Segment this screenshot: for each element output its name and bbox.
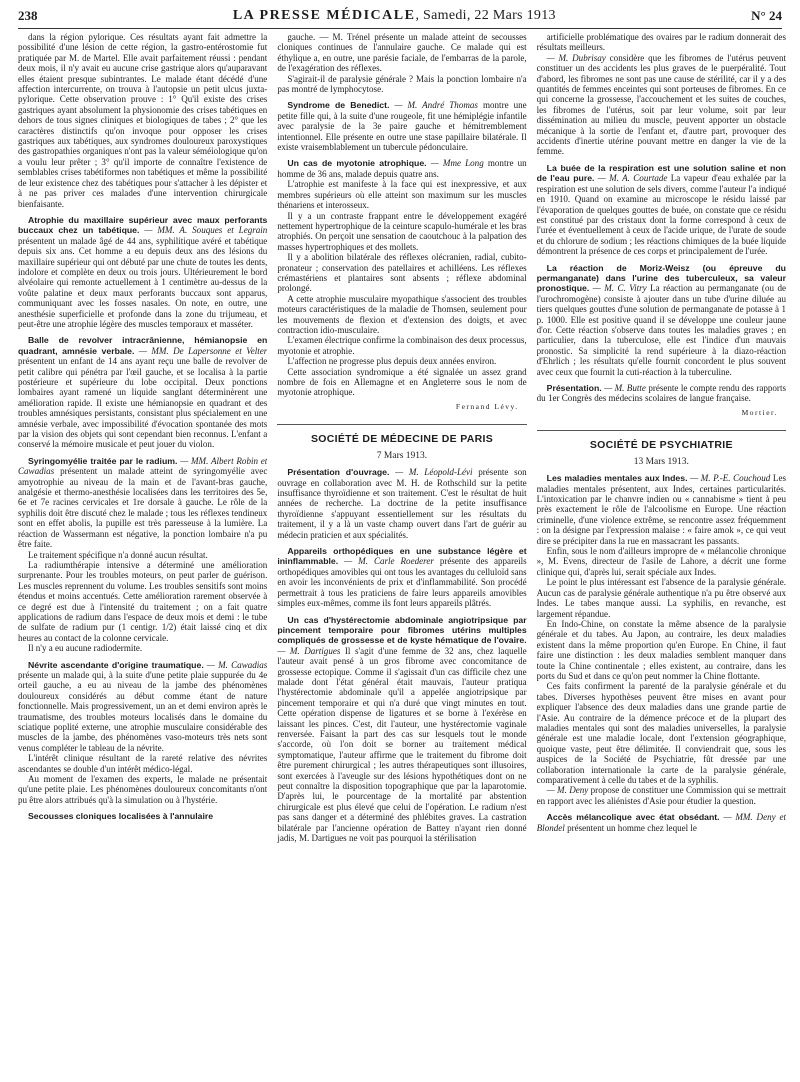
article-buee: [537, 163, 786, 257]
society-header: [277, 424, 526, 461]
session-date: 7 Mars 1913.: [376, 451, 428, 462]
journal-name: LA PRESSE MÉDICALE: [232, 8, 416, 23]
article-text: propose de constituer une Commission qui se mettrait en rapport avec les aliénistes d'Asie pour étudier la question.: [536, 785, 786, 806]
paragraph: [277, 546, 526, 608]
article-text: présentent un enfant de 14 ans ayant reçu une balle de revolver de petit calibre qui pénétra par l'œil gauche, et se localisa à la partie postérieure et supérieure du lobe occipital. Deux ponctions lombaires ayant ramené un liquide sanglant déterminèrent une amélioration rapide. Il existe une hémianopsie en quadrant et des troubles amnésiques persistants, consistant plus spécialement en une amnésie verbale, avec impossibilité d'évocation spontanée des mots par la vision des objets qui sont cependant bien reconnus. L'enfant a conservé la mémoire musicale et peut jouer du violon.: [18, 356, 268, 450]
article-authors: — M. Dartigues: [277, 645, 341, 656]
society-name: SOCIÉTÉ DE PSYCHIATRIE: [589, 439, 733, 452]
paragraph: [537, 812, 786, 833]
paragraph: La radiumthérapie intensive a déterminé une amélioration surprenante. Pour les troubles moteurs, on peut parler de guérison. Les muscles reprennent du volume. Les troubles sensitifs sont moins étendus et moins accentués. Cette amélioration rarement observée à ce degré est due à l'intensité du traitement ; on a fait quatre applications de radium dans l'espace de deux mois et demi : le tube de sulfate de radium pur (1 centigr. 1/2) était laissé cinq et dix heures au contact de la colonne cervicale.: [18, 559, 268, 643]
article-authors: — M. C. Vitry: [592, 283, 647, 294]
running-header: [18, 4, 782, 29]
article-text: La vapeur d'eau exhalée par la respiration est une solution de sels divers, comme l'auteur l'a indiqué en 1910. Quand on examine au microscope le résidu laissé par l'évaporation de quelques gouttes de buée, on constate que ce résidu est constitué par des cristaux dont la forme correspond à ceux de l'urée et éventuellement à ceux de l'acide urique, de l'urate de soude et du chlorure de sodium ; les réactions chimiques de la buée liquide démontrent la présence de ces corps et principalement de l'urée.: [536, 173, 786, 257]
article-moriz-weisz: [537, 263, 786, 377]
issue-number: N° 24: [751, 8, 782, 23]
article-authors: — M. Deny: [546, 785, 589, 796]
article-authors: — M. Dubrisay: [546, 52, 606, 63]
paragraph: [18, 456, 267, 550]
paragraph: L'affection ne progresse plus depuis deux années environ.: [287, 356, 497, 367]
paragraph: A cette atrophie musculaire myopathique s'associent des troubles moteurs caractéristiques de la maladie de Thomsen, seulement pour les mouvements de flexion et d'extension des doigts, et avec contraction idio-musculaire.: [277, 293, 527, 335]
paragraph: En Indo-Chine, on constate la même absence de la paralysie générale et du tabes. Au Japon, au contraire, les deux maladies existent dans la même proportion qu'en Europe. En Chine, il faut faire une distinction : les deux maladies semblent manquer dans toute la Chine continentale ; elles existent, au contraire, dans les ports du Sud et dans ce qu'on peut nommer la Chine flottante.: [536, 618, 786, 681]
paragraph: Enfin, sous le nom d'ailleurs impropre de « mélancolie chronique », M. Evens, directeur de l'asile de Lahore, a décrit une forme clinique qui, d'après lui, serait spéciale aux Indes.: [536, 546, 786, 577]
session-date: 13 Mars 1913.: [633, 457, 689, 468]
paragraph: Il n'y a eu aucune radiodermite.: [28, 643, 143, 654]
paragraph: Le traitement spécifique n'a donné aucun résultat.: [28, 549, 208, 560]
article-authors: — MM. Albert Robin et Cawadias: [18, 455, 268, 477]
paragraph: [18, 660, 267, 754]
issue-date: , Samedi, 22 Mars 1913: [415, 8, 556, 23]
article-appareils: [277, 546, 526, 608]
paragraph: [277, 100, 526, 152]
paragraph: dans la région pylorique. Ces résultats ayant fait admettre la possibilité d'une lésion de cette région, la gastro-entérostomie fut pratiquée par M. de Martel. Elle avait parfaitement réussi : pendant deux mois, il n'y avait eu aucune crise gastrique alors qu'auparavant elles étaient presque subintrantes. Le malade étant décédé d'une affection intercurrente, on trouva à l'autopsie un petit ulcus juxta-pylorique. Cette observation prouve : 1° Qu'il existe des crises gastriques ayant absolument la physionomie des crises tabétiques en dehors de tous signes cliniques et biologiques de tabes ; 2° que les caractères distinctifs qu'on invoque pour opposer les crises gastriques aux tabétiques, aux syndromes douloureux paroxystiques des gastropathies organiques n'ont pas la valeur séméiologique qu'on a voulu leur prêter ; 3° qu'il importe de connaître l'existence de semblables crises tabétiformes non tabétiques et même la possibilité de leur existence chez des tabétiques pour s'attacher à les dépister et à ne pas priver ces malades d'une intervention chirurgicale bienfaisante.: [18, 32, 268, 209]
paragraph: [537, 263, 786, 377]
article-text: présentent un malade atteint de syringomyélie avec amyotrophie au niveau de la main et de l'avant-bras gauche, analgésie et thermo-anesthésie localisées dans les territoires des 5e, 6e et 7e racines cervicales et 1re dorsale à gauche. Le rôle de la syphilis doit être discuté chez le malade ; tous les réflexes tendineux sont en effet abolis, la pupille est très paresseuse à la lumière. La réaction de Wassermann est négative, la ponction lombaire n'a pu être faite.: [18, 466, 268, 550]
column-left: [18, 32, 267, 1078]
paragraph: [537, 163, 786, 257]
article-text: présente des appareils orthopédiques amovibles qui ont tous les avantages du celluloïd sans en avoir les inconvénients de prix et d'inflammabilité. Son procédé permettrait à tous les praticiens de faire leurs appareils amovibles simples eux-mêmes, comme ils font leurs appareils plâtrés.: [277, 556, 527, 609]
article-melancolique: [537, 812, 786, 833]
paragraph: [18, 215, 267, 329]
signature: Mortier.: [741, 407, 778, 417]
article-nevrite: [18, 660, 267, 806]
article-secousses: [18, 811, 267, 821]
paragraph: Il y a un contraste frappant entre le développement exagéré nettement hypertrophique de la ceinture scapulo-humérale et les bras atrophiés. On perçoit une sensation de caoutchouc à la palpation des masses hypertrophiques et des mollets.: [277, 210, 527, 252]
article-heading: La réaction de Moriz-Weisz (ou épreuve du permanganate) dans l'urine des tuberculeux, sa valeur pronostique.: [536, 262, 786, 294]
paragraph: [277, 615, 526, 844]
article-text: présente le compte rendu des rapports du 1er Congrès des médecins scolaires de langue française.: [536, 383, 786, 404]
article-continuation: [277, 32, 526, 94]
paragraph: [277, 158, 526, 179]
paragraph: S'agirait-il de paralysie générale ? Mais la ponction lombaire n'a pas montré de lymphocytose.: [277, 73, 527, 95]
paragraph: [537, 785, 786, 806]
paragraph: L'intérêt clinique résultant de la rareté relative des névrites ascendantes se double d'un intérêt médico-légal.: [18, 753, 268, 774]
article-heading: Syndrome de Benedict.: [287, 100, 390, 111]
article-maxillaire: [18, 215, 267, 329]
article-text: montre un homme de 36 ans, malade depuis quatre ans.: [277, 158, 527, 179]
signature: Fernand Lévy.: [455, 401, 519, 411]
paragraph: gauche. — M. Trénel présente un malade atteint de secousses cloniques continues de l'annulaire gauche. Ce malade qui est éthylique a, en outre, une parésie faciale, de l'embarras de la parole, de l'exagération des réflexes.: [277, 32, 527, 74]
article-myotonie: [277, 158, 526, 412]
society-name: SOCIÉTÉ DE MÉDECINE DE PARIS: [310, 433, 494, 446]
article-authors: — MM. A. Souques et Legrain: [144, 225, 268, 236]
article-heading: Un cas de myotonie atrophique.: [287, 158, 427, 169]
paragraph: L'atrophie est manifeste à la face qui est inexpressive, et aux membres supérieurs où elle atteint son maximum sur les muscles thénariens et interosseux.: [277, 179, 527, 211]
paragraph: Au moment de l'examen des experts, le malade ne présentait qu'une petite plaie. Les phénomènes douloureux concomitants n'ont pu être alors attribués qu'à la simulation ou à l'hystérie.: [18, 774, 268, 805]
article-authors: — MM. Deny et Blondel: [536, 812, 786, 833]
article-authors: — M. P.-E. Couchoud: [690, 473, 771, 484]
article-authors: — MM. De Lapersonne et Velter: [138, 345, 268, 356]
paragraph: Le point le plus intéressant est l'absence de la paralysie générale. Aucun cas de paralysie générale authentique n'a pu être observé aux Indes. Le tabes manque aussi. La syphilis, en revanche, est largement répandue.: [536, 577, 786, 619]
article-heading: Présentation d'ouvrage.: [287, 467, 390, 478]
paragraph: [18, 335, 267, 449]
journal-masthead: [233, 8, 556, 24]
article-text: montre une petite fille qui, à la suite d'une rougeole, fit une hémiplégie infantile avec paralysie de la 3e paire gauche et hémitremblement intentionnel. Elle présente en outre une stase papillaire bilatérale. Il existe vraisemblablement un tubercule pédonculaire.: [277, 100, 527, 153]
article-heading: Atrophie du maxillaire supérieur avec maux perforants buccaux chez un tabétique.: [18, 214, 268, 236]
article-heading: Accès mélancolique avec état obsédant.: [546, 812, 720, 823]
article-columns: [18, 32, 786, 1078]
article-heading: La buée de la respiration est une solution saline et non de l'eau pure.: [536, 162, 786, 184]
article-heading: Appareils orthopédiques en une substance légère et ininflammable.: [277, 546, 527, 567]
article-text: présente un malade qui, à la suite d'une petite plaie suppurée du 4e orteil gauche, a eu au niveau de la jambe des phénomènes douloureux considérés au début comme étant de nature fonctionnelle. Mais progressivement, un an et demi environ après le traumatisme, des troubles moteurs localisés dans le domaine du sciatique poplité externe, une atrophie musculaire considérable des muscles de la jambe, des phénomènes vaso-moteurs très nets sont venus compléter le tableau de la névrite.: [18, 669, 268, 753]
article-heading: Les maladies mentales aux Indes.: [546, 473, 688, 484]
article-heading: Syringomyélie traitée par le radium.: [28, 455, 178, 466]
article-text: Les maladies mentales présentent, aux Indes, certaines particularités. L'intoxication par le chanvre indien ou « cannabisme » tient à peu près exactement le rôle de l'alcoolisme en Europe. Une réaction criminelle, d'une violence extrême, se rencontre assez fréquemment : on la désigne par l'expression malaise : « faire amok », ce qui veut dire se précipiter dans la rue en massacrant les passants.: [536, 473, 786, 546]
paragraph: [18, 811, 267, 821]
article-authors: — M. Butte: [604, 383, 646, 393]
article-text: La réaction au permanganate (ou de l'urochromogène) consiste à ajouter dans un tube d'urine diluée au tiers quelques gouttes d'une solution de permanganate de potasse à 1 p. 1000. Elle est positive quand il se développe une couleur jaune d'or. Cette réaction s'observe dans toutes les maladies graves ; en particulier, dans la tuberculose, elle est l'indice d'un mauvais pronostic. Sa simplicité la rend supérieure à la diazo-réaction d'Ehrlich ; les résultats qu'elle fournit concordent le plus souvent avec ceux que fournit la cuti-réaction à la tuberculine.: [536, 283, 786, 377]
article-hysterectomie: [277, 615, 526, 844]
paragraph: [537, 53, 786, 157]
paragraph: L'examen électrique confirme la combinaison des deux processus, myotonie et atrophie.: [277, 335, 527, 356]
paragraph: Cette association syndromique a été signalée un assez grand nombre de fois en Allemagne et en Angleterre sous le nom de myotonie atrophique.: [277, 366, 527, 398]
article-syringomyelie: [18, 456, 267, 654]
article-heading: Balle de revolver intracrânienne, hémianopsie en quadrant, amnésie verbale.: [18, 335, 268, 356]
paragraph: artificielle problématique des ovaires par le radium donnerait des résultats meilleurs.: [536, 32, 786, 53]
article-authors: — Mme Long: [430, 158, 484, 169]
paragraph: [277, 467, 526, 540]
paragraph: Il y a abolition bilatérale des réflexes olécranien, radial, cubito-pronateur ; conservation des patellaires et achilléens. Les réflexes crémastériens et plantaires sont absents ; réflexe abdominal prolongé.: [277, 252, 527, 294]
article-text: présentent un homme chez lequel le: [567, 822, 697, 833]
article-text: présentent un malade âgé de 44 ans, syphilitique avéré et tabétique depuis six ans. Cet homme a eu depuis deux ans des lésions du maxillaire supérieur qui ont débuté par une chute de toutes les dents, indolore et complète en deux ou trois jours. Ultérieurement le bord alvéolaire qui remonte actuellement à 1 centimètre au-dessus de la voûte palatine et deux maux perforants buccaux sont apparus, communiquant avec les fosses nasales. On note, en outre, une anesthésie superficielle et profonde dans la zone du trijumeau, et peut-être une atrophie légère des muscles temporaux et masséter.: [18, 235, 268, 329]
article-presentation: [537, 383, 786, 418]
article-ouvrage: [277, 467, 526, 540]
article-continuation: [18, 32, 267, 209]
article-authors: — M. André Thomas: [394, 100, 478, 111]
society-header: [537, 430, 786, 467]
column-middle: [277, 32, 526, 1078]
article-heading: Présentation.: [546, 383, 602, 393]
article-authors: — M. Carle Roederer: [344, 556, 434, 567]
article-authors: — M. A. Courtade: [597, 173, 668, 184]
paragraph: Ces faits confirment la parenté de la paralysie générale et du tabes. Diverses hypothèses peuvent être mises en avant pour expliquer l'absence des deux maladies dans une grande partie de l'Asie. Au contraire de la démence précoce et de la plupart des maladies mentales qui sont des maladies universelles, la paralysie générale est une maladie locale, dont l'extension géographique, quoique vaste, peut être délimitée. Il conviendrait que, sous les auspices de la Société de Psychiatrie, fût dressée par une collaboration internationale la carte de la paralysie générale, comparativement à celle du tabes et de la syphilis.: [536, 681, 786, 785]
article-text: considère que les fibromes de l'utérus peuvent constituer un des accidents les plus graves de le puerpéralité. Tout d'abord, les fibromes ne sont pas une cause de stérilité, car il y a des quantités de femmes enceintes qui sont porteuses de fibromes. En ce qui concerne la grossesse, l'accouchement et les suites de couches, les fibromes de l'utérus, soit par leur volume, soit par leur dissémination au milieu du muscle, peuvent apporter un obstacle mécanique à la sortie de l'enfant et, d'autre part, provoquer des accidents d'inertie utérine pouvant mettre en danger la vie de la femme.: [536, 52, 786, 157]
column-right: [537, 32, 786, 1078]
article-heading: Secousses cloniques localisées à l'annulaire: [28, 811, 214, 822]
article-indes: [537, 473, 786, 806]
article-heading: Un cas d'hystérectomie abdominale angiotripsique par pincement temporaire pour fibromes utérins multiples compliqués de grossesse et de kyste hématique de l'ovaire.: [277, 614, 527, 646]
article-text: présente son ouvrage en collaboration avec M. H. de Rothschild sur la petite insuffisance thyroïdienne et son traitement. C'est le résultat de huit années de recherche. La doctrine de la petite insuffisance thyroïdienne s'appuyant essentiellement sur les résultats du traitement, il y a là un vaste champ ouvert dans l'art de guérir au médecin praticien et aux spécialités.: [277, 467, 527, 540]
article-benedict: [277, 100, 526, 152]
article-heading: Névrite ascendante d'origine traumatique.: [28, 659, 204, 670]
article-authors: — M. Léopold-Lévi: [395, 467, 473, 478]
article-revolver: [18, 335, 267, 449]
page-number: 238: [18, 8, 38, 23]
paragraph: [537, 383, 786, 404]
article-text: Il s'agit d'une femme de 32 ans, chez laquelle l'auteur avait pensé à un gros fibrome avec concomitance de grossesse ectopique. Comme il s'agissait d'un cas difficile chez une malade dont l'état général était mauvais, l'auteur pratiqua l'hystérectomie abdominale qu'il a appelée angiotripsique par pincement temporaire et qui n'a duré que vingt minutes en tout. Cette opération dispense de ligatures et se borne à l'exérèse en laissant les pinces. C'est, dit l'auteur, une hystérectomie vaginale renversée. Faisant la part des cas sur lesquels tout le monde s'accorde, où l'on doit se borner au traitement médical symptomatique, l'auteur affirme que le traitement du fibrome doit être purement chirurgical ; les autres thérapeutiques sont illusoires, sont exercées à l'aveugle sur des lésions hypothétiques dont on ne peut connaître la disposition topographique que par la laparotomie. D'après lui, le pourcentage de la mortalité par abstention chirurgicale est plus élevé que celui de l'opération. Le radium n'est pas sans danger et a déterminé des phlébites graves. La castration bilatérale par l'ancienne opération de Battey n'ayant rien donné jadis, M. Dartigues ne voit pas pourquoi la stérilisation: [277, 645, 527, 844]
article-authors: — M. Cawadias: [206, 659, 268, 670]
paragraph: [537, 473, 786, 546]
article-continuation: [537, 32, 786, 157]
